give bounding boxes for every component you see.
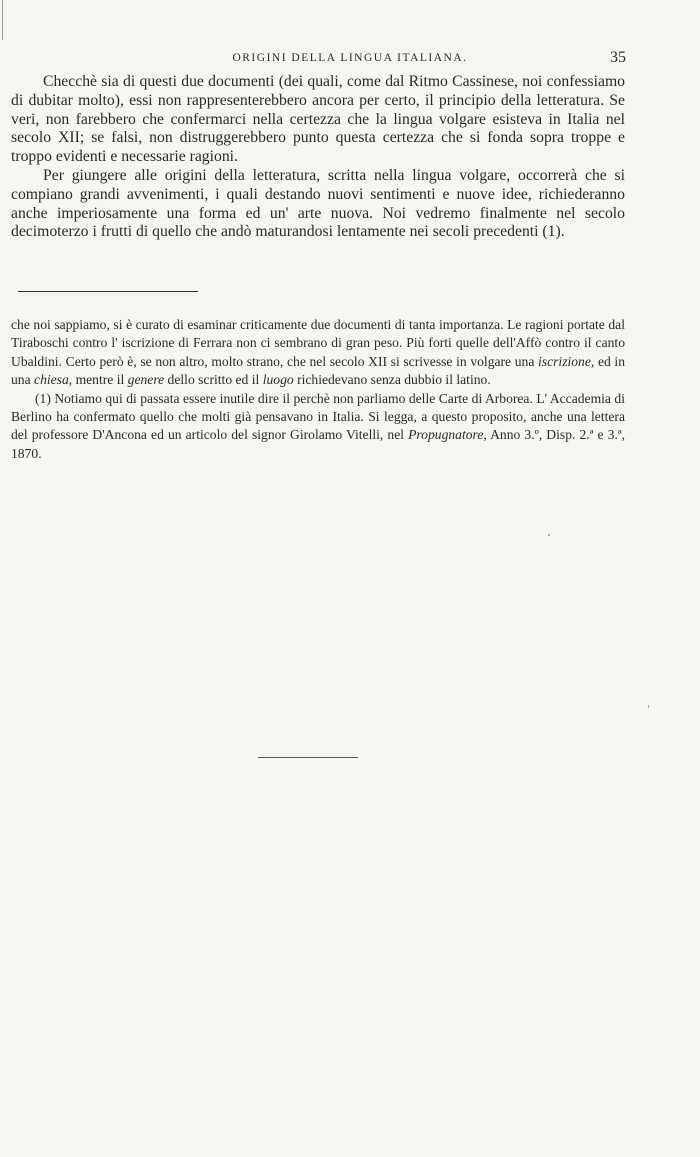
footnote-text: (1) Notiamo qui di passata essere inutile dire il perchè non parliamo delle Carte di Arborea. L' Accademia di Berlino ha confermato quello che molti già pensavano in Italia. Si legga, a questo proposito, anche una lettera del professore D'Ancona ed un articolo del signor Girolamo Vitelli, nel: [11, 390, 625, 443]
footnote-text: dello scritto ed il: [164, 372, 263, 388]
footnote-text: ed in una: [11, 353, 626, 388]
page-edge-line: [2, 0, 3, 40]
paragraph-2: Per giungere alle origini della letteratura, scritta nella lingua volgare, occorrerà che si compiano grandi avvenimenti, i quali destando nuovi sentimenti e nuove idee, richiederanno anche imperiosamente una forma ed un' arte nuova. Noi vedremo finalmente nel secolo decimoterzo i frutti di quello che andò maturandosi lentamente nei secoli precedenti (1).: [11, 166, 625, 241]
footnote-italic: genere: [127, 372, 165, 388]
footnote-text: richiedevano senza dubbio il latino.: [293, 372, 491, 388]
page-number: 35: [610, 49, 626, 66]
footnote-italic: luogo: [262, 372, 294, 388]
paper-speck: [648, 705, 649, 708]
body-text: [11, 73, 625, 242]
footnote-1: [11, 390, 625, 464]
paragraph-1: Checchè sia di questi due documenti (dei quali, come dal Ritmo Cassinese, noi confessiamo di dubitar molto), essi non rappresenterebbero ancora per certo, il principio della letteratura. Se veri, non farebbero che confermarci nella certezza che la lingua volgare esisteva in Italia nel secolo XII; se falsi, non distruggerebbero punto questa certezza che si fonda sopra troppe e troppo evidenti e necessarie ragioni.: [11, 73, 625, 166]
footnote-italic: iscrizione,: [538, 353, 595, 369]
running-title: ORIGINI DELLA LINGUA ITALIANA.: [232, 52, 468, 64]
footnote-text: che noi sappiamo, si è curato di esaminar criticamente due documenti di tanta importanza. Le ragioni portate dal Tiraboschi contro l' iscrizione di Ferrara non ci sembrano di gran peso. Più forti quelle dell'Affò contro il canto Ubaldini. Certo però è, se non altro, molto strano, che nel secolo XII si scrivesse in volgare una: [11, 317, 625, 369]
footnote-separator-rule: [18, 291, 198, 292]
footnote-italic: Propugnatore,: [408, 427, 487, 443]
footnotes: [11, 316, 625, 463]
paper-speck: [548, 534, 550, 536]
footnote-italic: chiesa,: [34, 372, 73, 388]
footnote-text: mentre il: [72, 372, 128, 388]
bottom-rule: [258, 757, 358, 758]
footnote-continuation: [11, 316, 625, 390]
running-head: [0, 49, 700, 70]
footnote-text: Anno 3.º, Disp. 2.ª e 3.ª, 1870.: [11, 427, 625, 461]
